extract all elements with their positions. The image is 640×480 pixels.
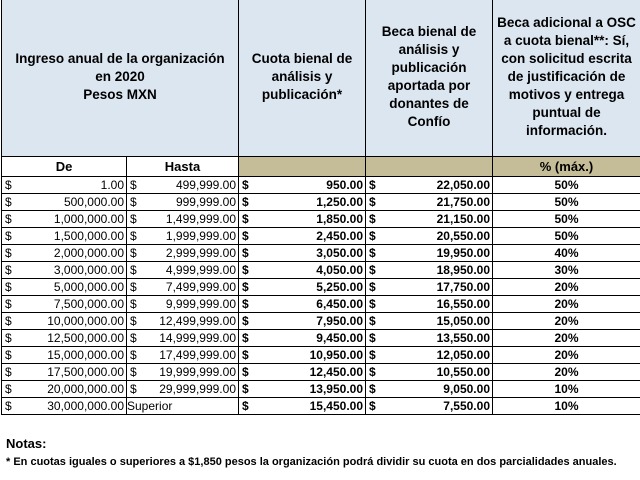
cuota-cell xyxy=(239,398,366,415)
cuota-value: 3,050.00 xyxy=(316,246,363,260)
hasta-cell xyxy=(127,262,239,279)
beca-value: 17,750.00 xyxy=(436,280,490,294)
pct-cell: 20% xyxy=(493,330,640,347)
currency-symbol: $ xyxy=(5,280,12,294)
table-row xyxy=(2,228,640,245)
currency-symbol: $ xyxy=(369,331,376,345)
pct-cell: 50% xyxy=(493,194,640,211)
beca-value: 15,050.00 xyxy=(436,314,490,328)
currency-symbol: $ xyxy=(369,297,376,311)
cuota-cell xyxy=(239,177,366,194)
hasta-cell xyxy=(127,330,239,347)
currency-symbol: $ xyxy=(242,314,249,328)
table-row xyxy=(2,279,640,296)
subheader-row xyxy=(2,157,640,177)
cuota-cell xyxy=(239,211,366,228)
hasta-cell xyxy=(127,211,239,228)
currency-symbol: $ xyxy=(242,382,249,396)
beca-cell xyxy=(366,364,493,381)
cuota-value: 5,250.00 xyxy=(316,280,363,294)
currency-symbol: $ xyxy=(242,399,249,413)
currency-symbol: $ xyxy=(5,229,12,243)
currency-symbol: $ xyxy=(369,280,376,294)
currency-symbol: $ xyxy=(369,382,376,396)
table-row xyxy=(2,313,640,330)
currency-symbol: $ xyxy=(130,246,137,260)
currency-symbol: $ xyxy=(130,178,137,192)
cuota-cell xyxy=(239,381,366,398)
pct-cell: 20% xyxy=(493,313,640,330)
cuota-value: 2,450.00 xyxy=(316,229,363,243)
income-header-subtitle: Pesos MXN xyxy=(83,86,157,102)
pct-cell: 20% xyxy=(493,347,640,364)
beca-value: 21,750.00 xyxy=(436,195,490,209)
beca-cell xyxy=(366,262,493,279)
pct-cell: 30% xyxy=(493,262,640,279)
currency-symbol: $ xyxy=(242,195,249,209)
currency-symbol: $ xyxy=(5,382,12,396)
cuota-cell xyxy=(239,194,366,211)
table-row xyxy=(2,330,640,347)
beca-value: 20,550.00 xyxy=(436,229,490,243)
hasta-value: 9,999,999.00 xyxy=(165,297,236,311)
de-cell xyxy=(2,194,127,211)
currency-symbol: $ xyxy=(369,399,376,413)
de-value: 500,000.00 xyxy=(63,195,124,209)
currency-symbol: $ xyxy=(5,297,12,311)
currency-symbol: $ xyxy=(369,246,376,260)
income-header xyxy=(2,0,239,157)
pct-cell: 10% xyxy=(493,381,640,398)
currency-symbol: $ xyxy=(369,212,376,226)
de-cell xyxy=(2,347,127,364)
cuota-cell xyxy=(239,262,366,279)
cuota-value: 10,950.00 xyxy=(309,348,363,362)
table-row xyxy=(2,194,640,211)
pct-cell: 50% xyxy=(493,228,640,245)
de-cell xyxy=(2,398,127,415)
cuota-cell xyxy=(239,296,366,313)
de-value: 30,000,000.00 xyxy=(47,399,124,413)
pct-cell: 40% xyxy=(493,245,640,262)
cuota-value: 6,450.00 xyxy=(316,297,363,311)
hasta-value: 2,999,999.00 xyxy=(165,246,236,260)
de-value: 7,500,000.00 xyxy=(53,297,124,311)
de-cell xyxy=(2,177,127,194)
hasta-value: 7,499,999.00 xyxy=(165,280,236,294)
currency-symbol: $ xyxy=(369,348,376,362)
currency-symbol: $ xyxy=(5,195,12,209)
hasta-cell xyxy=(127,228,239,245)
de-value: 12,500,000.00 xyxy=(47,331,124,345)
beca-cell xyxy=(366,296,493,313)
currency-symbol: $ xyxy=(242,331,249,345)
currency-symbol: $ xyxy=(130,314,137,328)
cuota-cell xyxy=(239,347,366,364)
currency-symbol: $ xyxy=(5,246,12,260)
beca-value: 21,150.00 xyxy=(436,212,490,226)
pct-cell: 20% xyxy=(493,364,640,381)
de-value: 5,000,000.00 xyxy=(53,280,124,294)
beca-cell xyxy=(366,194,493,211)
de-value: 1.00 xyxy=(100,178,124,192)
table-row xyxy=(2,177,640,194)
beca-value: 12,050.00 xyxy=(436,348,490,362)
beca-value: 18,950.00 xyxy=(436,263,490,277)
currency-symbol: $ xyxy=(5,331,12,345)
header-row xyxy=(2,0,640,157)
currency-symbol: $ xyxy=(242,280,249,294)
currency-symbol: $ xyxy=(369,263,376,277)
cuota-value: 12,450.00 xyxy=(309,365,363,379)
hasta-value: 1,999,999.00 xyxy=(165,229,236,243)
currency-symbol: $ xyxy=(242,348,249,362)
cuota-value: 7,950.00 xyxy=(316,314,363,328)
beca-value: 16,550.00 xyxy=(436,297,490,311)
table-row xyxy=(2,211,640,228)
pct-cell: 50% xyxy=(493,177,640,194)
hasta-value: 12,499,999.00 xyxy=(159,314,236,328)
de-value: 3,000,000.00 xyxy=(53,263,124,277)
note-1: * En cuotas iguales o superiores a $1,850 pesos la organización podrá dividir su cuota en dos parcialidades anuales. xyxy=(6,456,617,468)
cuota-value: 9,450.00 xyxy=(316,331,363,345)
currency-symbol: $ xyxy=(242,263,249,277)
beca-cell xyxy=(366,398,493,415)
currency-symbol: $ xyxy=(130,263,137,277)
currency-symbol: $ xyxy=(130,382,137,396)
beca-value: 22,050.00 xyxy=(436,178,490,192)
beca-value: 9,050.00 xyxy=(443,382,490,396)
hasta-cell xyxy=(127,364,239,381)
cuota-cell xyxy=(239,279,366,296)
de-cell xyxy=(2,296,127,313)
pct-cell: 20% xyxy=(493,279,640,296)
de-cell xyxy=(2,228,127,245)
hasta-value: 499,999.00 xyxy=(175,178,236,192)
cuota-value: 15,450.00 xyxy=(309,399,363,413)
currency-symbol: $ xyxy=(369,314,376,328)
currency-symbol: $ xyxy=(242,365,249,379)
hasta-cell xyxy=(127,177,239,194)
de-cell xyxy=(2,313,127,330)
cuota-cell xyxy=(239,245,366,262)
de-cell xyxy=(2,245,127,262)
de-cell xyxy=(2,364,127,381)
cuota-value: 1,850.00 xyxy=(316,212,363,226)
currency-symbol: $ xyxy=(130,365,137,379)
cuota-cell xyxy=(239,364,366,381)
pct-cell: 20% xyxy=(493,296,640,313)
beca-adicional-header: Beca adicional a OSC a cuota bienal**: Sí, con solicitud escrita de justificación de motivos y entrega puntual de información. xyxy=(493,0,640,157)
currency-symbol: $ xyxy=(130,195,137,209)
hasta-cell xyxy=(127,296,239,313)
de-cell xyxy=(2,330,127,347)
currency-symbol: $ xyxy=(242,246,249,260)
pct-header: % (máx.) xyxy=(493,157,640,177)
table-row xyxy=(2,262,640,279)
table-row xyxy=(2,364,640,381)
de-value: 10,000,000.00 xyxy=(47,314,124,328)
beca-cell xyxy=(366,330,493,347)
cuota-value: 1,250.00 xyxy=(316,195,363,209)
cuota-value: 4,050.00 xyxy=(316,263,363,277)
beca-cell xyxy=(366,228,493,245)
hasta-cell xyxy=(127,279,239,296)
hasta-value: 14,999,999.00 xyxy=(159,331,236,345)
de-value: 1,500,000.00 xyxy=(53,229,124,243)
hasta-cell: Superior xyxy=(127,398,239,415)
currency-symbol: $ xyxy=(369,365,376,379)
de-header: De xyxy=(2,157,127,177)
beca-cell xyxy=(366,381,493,398)
currency-symbol: $ xyxy=(242,178,249,192)
cuota-subheader xyxy=(239,157,366,177)
notes-section xyxy=(6,436,617,468)
table-row xyxy=(2,381,640,398)
beca-value: 13,550.00 xyxy=(436,331,490,345)
de-cell xyxy=(2,279,127,296)
currency-symbol: $ xyxy=(5,365,12,379)
fee-table xyxy=(1,0,640,415)
currency-symbol: $ xyxy=(130,229,137,243)
cuota-cell xyxy=(239,330,366,347)
hasta-cell xyxy=(127,245,239,262)
hasta-value: 999,999.00 xyxy=(175,195,236,209)
currency-symbol: $ xyxy=(130,280,137,294)
de-value: 15,000,000.00 xyxy=(47,348,124,362)
cuota-cell xyxy=(239,228,366,245)
hasta-cell xyxy=(127,313,239,330)
de-cell xyxy=(2,381,127,398)
pct-cell: 10% xyxy=(493,398,640,415)
currency-symbol: $ xyxy=(5,314,12,328)
table-row xyxy=(2,296,640,313)
cuota-value: 950.00 xyxy=(326,178,363,192)
beca-value: 7,550.00 xyxy=(443,399,490,413)
beca-cell xyxy=(366,279,493,296)
de-value: 17,500,000.00 xyxy=(47,365,124,379)
table-row xyxy=(2,398,640,415)
currency-symbol: $ xyxy=(5,178,12,192)
currency-symbol: $ xyxy=(130,331,137,345)
beca-cell xyxy=(366,313,493,330)
hasta-value: 1,499,999.00 xyxy=(165,212,236,226)
beca-header: Beca bienal de análisis y publicación aportada por donantes de Confío xyxy=(366,0,493,157)
notes-title: Notas: xyxy=(6,436,47,451)
beca-cell xyxy=(366,211,493,228)
table-row xyxy=(2,347,640,364)
cuota-header: Cuota bienal de análisis y publicación* xyxy=(239,0,366,157)
hasta-cell xyxy=(127,381,239,398)
currency-symbol: $ xyxy=(242,297,249,311)
currency-symbol: $ xyxy=(5,263,12,277)
hasta-value: 4,999,999.00 xyxy=(165,263,236,277)
income-header-title: Ingreso anual de la organización en 2020 xyxy=(15,50,225,84)
hasta-value: 29,999,999.00 xyxy=(159,382,236,396)
hasta-cell xyxy=(127,194,239,211)
currency-symbol: $ xyxy=(369,229,376,243)
hasta-value: 19,999,999.00 xyxy=(159,365,236,379)
currency-symbol: $ xyxy=(5,212,12,226)
de-value: 2,000,000.00 xyxy=(53,246,124,260)
beca-value: 10,550.00 xyxy=(436,365,490,379)
de-value: 20,000,000.00 xyxy=(47,382,124,396)
currency-symbol: $ xyxy=(242,212,249,226)
de-value: 1,000,000.00 xyxy=(53,212,124,226)
currency-symbol: $ xyxy=(242,229,249,243)
de-cell xyxy=(2,211,127,228)
currency-symbol: $ xyxy=(130,297,137,311)
table-row xyxy=(2,245,640,262)
beca-cell xyxy=(366,347,493,364)
currency-symbol: $ xyxy=(369,195,376,209)
currency-symbol: $ xyxy=(5,399,12,413)
pct-cell: 50% xyxy=(493,211,640,228)
hasta-header: Hasta xyxy=(127,157,239,177)
cuota-value: 13,950.00 xyxy=(309,382,363,396)
beca-value: 19,950.00 xyxy=(436,246,490,260)
hasta-value: 17,499,999.00 xyxy=(159,348,236,362)
currency-symbol: $ xyxy=(130,212,137,226)
currency-symbol: $ xyxy=(369,178,376,192)
currency-symbol: $ xyxy=(5,348,12,362)
hasta-cell xyxy=(127,347,239,364)
beca-subheader xyxy=(366,157,493,177)
beca-cell xyxy=(366,245,493,262)
beca-cell xyxy=(366,177,493,194)
currency-symbol: $ xyxy=(130,348,137,362)
cuota-cell xyxy=(239,313,366,330)
de-cell xyxy=(2,262,127,279)
